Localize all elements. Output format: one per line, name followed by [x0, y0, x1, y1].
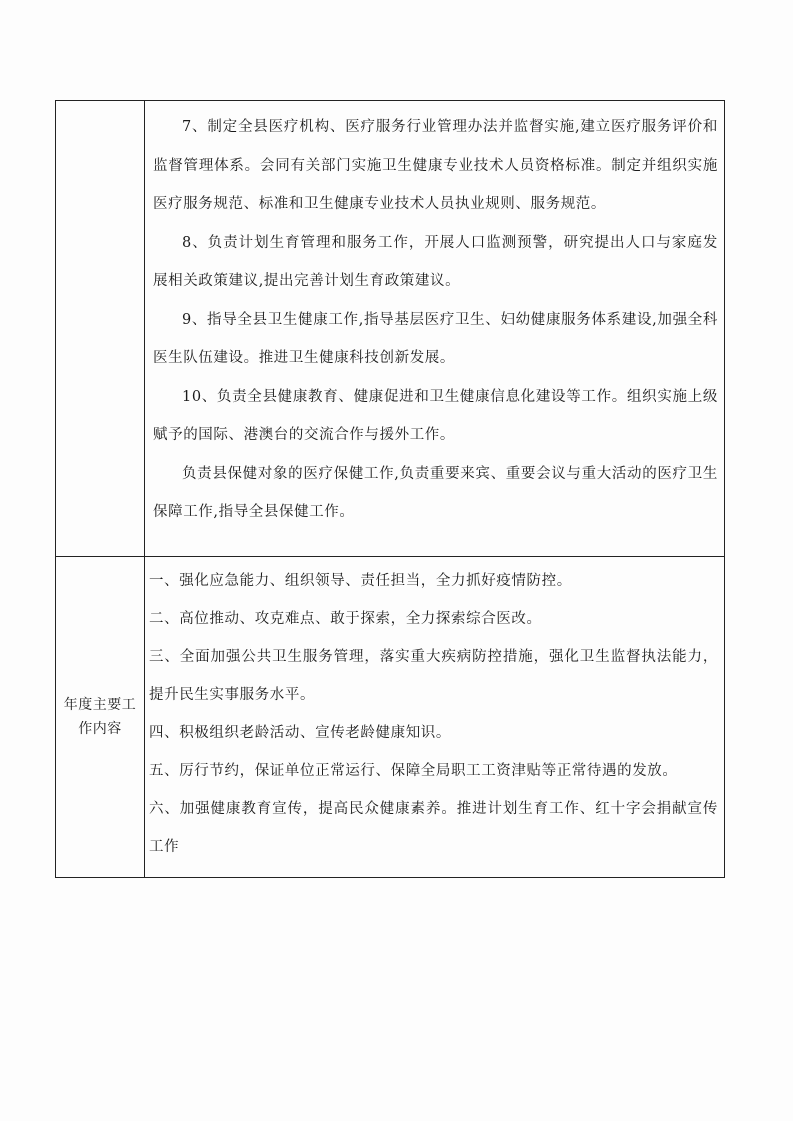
duties-label-cell [56, 101, 145, 557]
work-item-6: 六、加强健康教育宣传，提高民众健康素养。推进计划生育工作、红十字会捐献宣传工作 [149, 801, 718, 855]
duties-content-cell [145, 101, 725, 557]
work-item-1: 一、强化应急能力、组织领导、责任担当，全力抓好疫情防控。 [149, 573, 572, 589]
duty-paragraph-10: 10、负责全县健康教育、健康促进和卫生健康信息化建设等工作。组织实施上级赋予的国际、港澳台的交流合作与援外工作。 [153, 388, 718, 443]
duty-paragraph-8: 8、负责计划生育管理和服务工作，开展人口监测预警，研究提出人口与家庭发展相关政策建议,提出完善计划生育政策建议。 [153, 234, 718, 289]
annual-work-label-cell [56, 557, 145, 878]
duties-row [56, 101, 725, 557]
duty-paragraph-health-care: 负责县保健对象的医疗保健工作,负责重要来宾、重要会议与重大活动的医疗卫生保障工作,指导全县保健工作。 [153, 465, 718, 520]
annual-work-label: 年度主要工作内容 [63, 697, 137, 737]
annual-work-content-cell [145, 557, 725, 878]
work-item-4: 四、积极组织老龄活动、宣传老龄健康知识。 [149, 725, 451, 741]
work-item-3: 三、全面加强公共卫生服务管理，落实重大疾病防控措施，强化卫生监督执法能力，提升民生实事服务水平。 [149, 649, 718, 703]
duty-paragraph-7: 7、制定全县医疗机构、医疗服务行业管理办法并监督实施,建立医疗服务评价和监督管理体系。会同有关部门实施卫生健康专业技术人员资格标准。制定并组织实施医疗服务规范、标准和卫生健康专业技术人员执业规则、服务规范。 [153, 119, 718, 212]
work-item-5: 五、厉行节约，保证单位正常运行、保障全局职工工资津贴等正常待遇的发放。 [149, 763, 678, 779]
info-table [55, 100, 725, 878]
annual-work-row [56, 557, 725, 878]
duty-paragraph-9: 9、指导全县卫生健康工作,指导基层医疗卫生、妇幼健康服务体系建设,加强全科医生队伍建设。推进卫生健康科技创新发展。 [153, 311, 718, 366]
work-item-2: 二、高位推动、攻克难点、敢于探索，全力探索综合医改。 [149, 611, 542, 627]
